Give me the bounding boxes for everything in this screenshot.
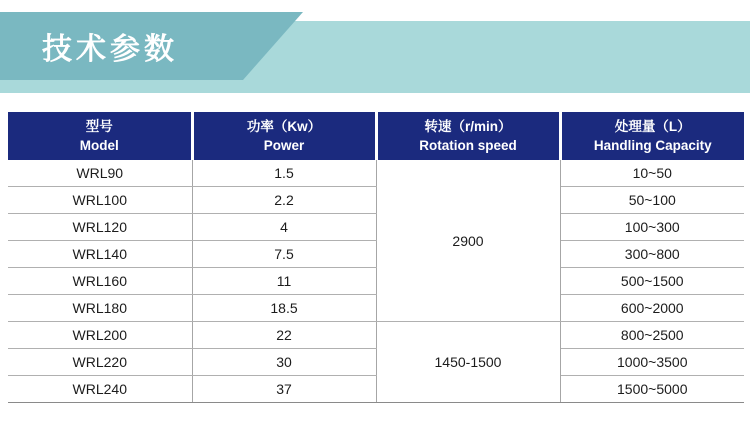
model-cell: WRL100 bbox=[8, 187, 192, 214]
header-model bbox=[8, 112, 192, 160]
capacity-cell: 500~1500 bbox=[560, 268, 744, 295]
table-row bbox=[8, 160, 744, 187]
capacity-cell: 50~100 bbox=[560, 187, 744, 214]
rotation-speed-cell: 1450-1500 bbox=[376, 322, 560, 403]
model-cell: WRL180 bbox=[8, 295, 192, 322]
power-cell: 37 bbox=[192, 376, 376, 403]
model-cell: WRL240 bbox=[8, 376, 192, 403]
capacity-cell: 1000~3500 bbox=[560, 349, 744, 376]
power-cell: 2.2 bbox=[192, 187, 376, 214]
header-rotation-speed bbox=[376, 112, 560, 160]
model-cell: WRL220 bbox=[8, 349, 192, 376]
capacity-cell: 100~300 bbox=[560, 214, 744, 241]
model-cell: WRL120 bbox=[8, 214, 192, 241]
power-cell: 22 bbox=[192, 322, 376, 349]
table-body bbox=[8, 160, 744, 403]
header-capacity-en: Handling Capacity bbox=[593, 138, 712, 153]
header-capacity-zh: 处理量（L） bbox=[614, 119, 691, 134]
rotation-speed-cell: 2900 bbox=[376, 160, 560, 322]
parameters-table bbox=[8, 112, 744, 403]
section-title: 技术参数 bbox=[42, 33, 178, 66]
header-power bbox=[192, 112, 376, 160]
power-cell: 30 bbox=[192, 349, 376, 376]
header-rotation-zh: 转速（r/min） bbox=[424, 119, 512, 134]
table-row bbox=[8, 322, 744, 349]
power-cell: 7.5 bbox=[192, 241, 376, 268]
capacity-cell: 300~800 bbox=[560, 241, 744, 268]
title-banner bbox=[0, 0, 750, 100]
capacity-cell: 10~50 bbox=[560, 160, 744, 187]
capacity-cell: 600~2000 bbox=[560, 295, 744, 322]
header-model-zh: 型号 bbox=[85, 119, 113, 134]
capacity-cell: 1500~5000 bbox=[560, 376, 744, 403]
model-cell: WRL200 bbox=[8, 322, 192, 349]
power-cell: 1.5 bbox=[192, 160, 376, 187]
header-handling-capacity bbox=[560, 112, 744, 160]
power-cell: 18.5 bbox=[192, 295, 376, 322]
header-row bbox=[8, 112, 744, 160]
model-cell: WRL90 bbox=[8, 160, 192, 187]
power-cell: 11 bbox=[192, 268, 376, 295]
table-header bbox=[8, 112, 744, 160]
header-power-zh: 功率（Kw） bbox=[246, 119, 322, 134]
model-cell: WRL160 bbox=[8, 268, 192, 295]
header-model-en: Model bbox=[79, 138, 119, 153]
header-rotation-en: Rotation speed bbox=[419, 138, 517, 153]
capacity-cell: 800~2500 bbox=[560, 322, 744, 349]
header-power-en: Power bbox=[263, 138, 305, 153]
power-cell: 4 bbox=[192, 214, 376, 241]
model-cell: WRL140 bbox=[8, 241, 192, 268]
